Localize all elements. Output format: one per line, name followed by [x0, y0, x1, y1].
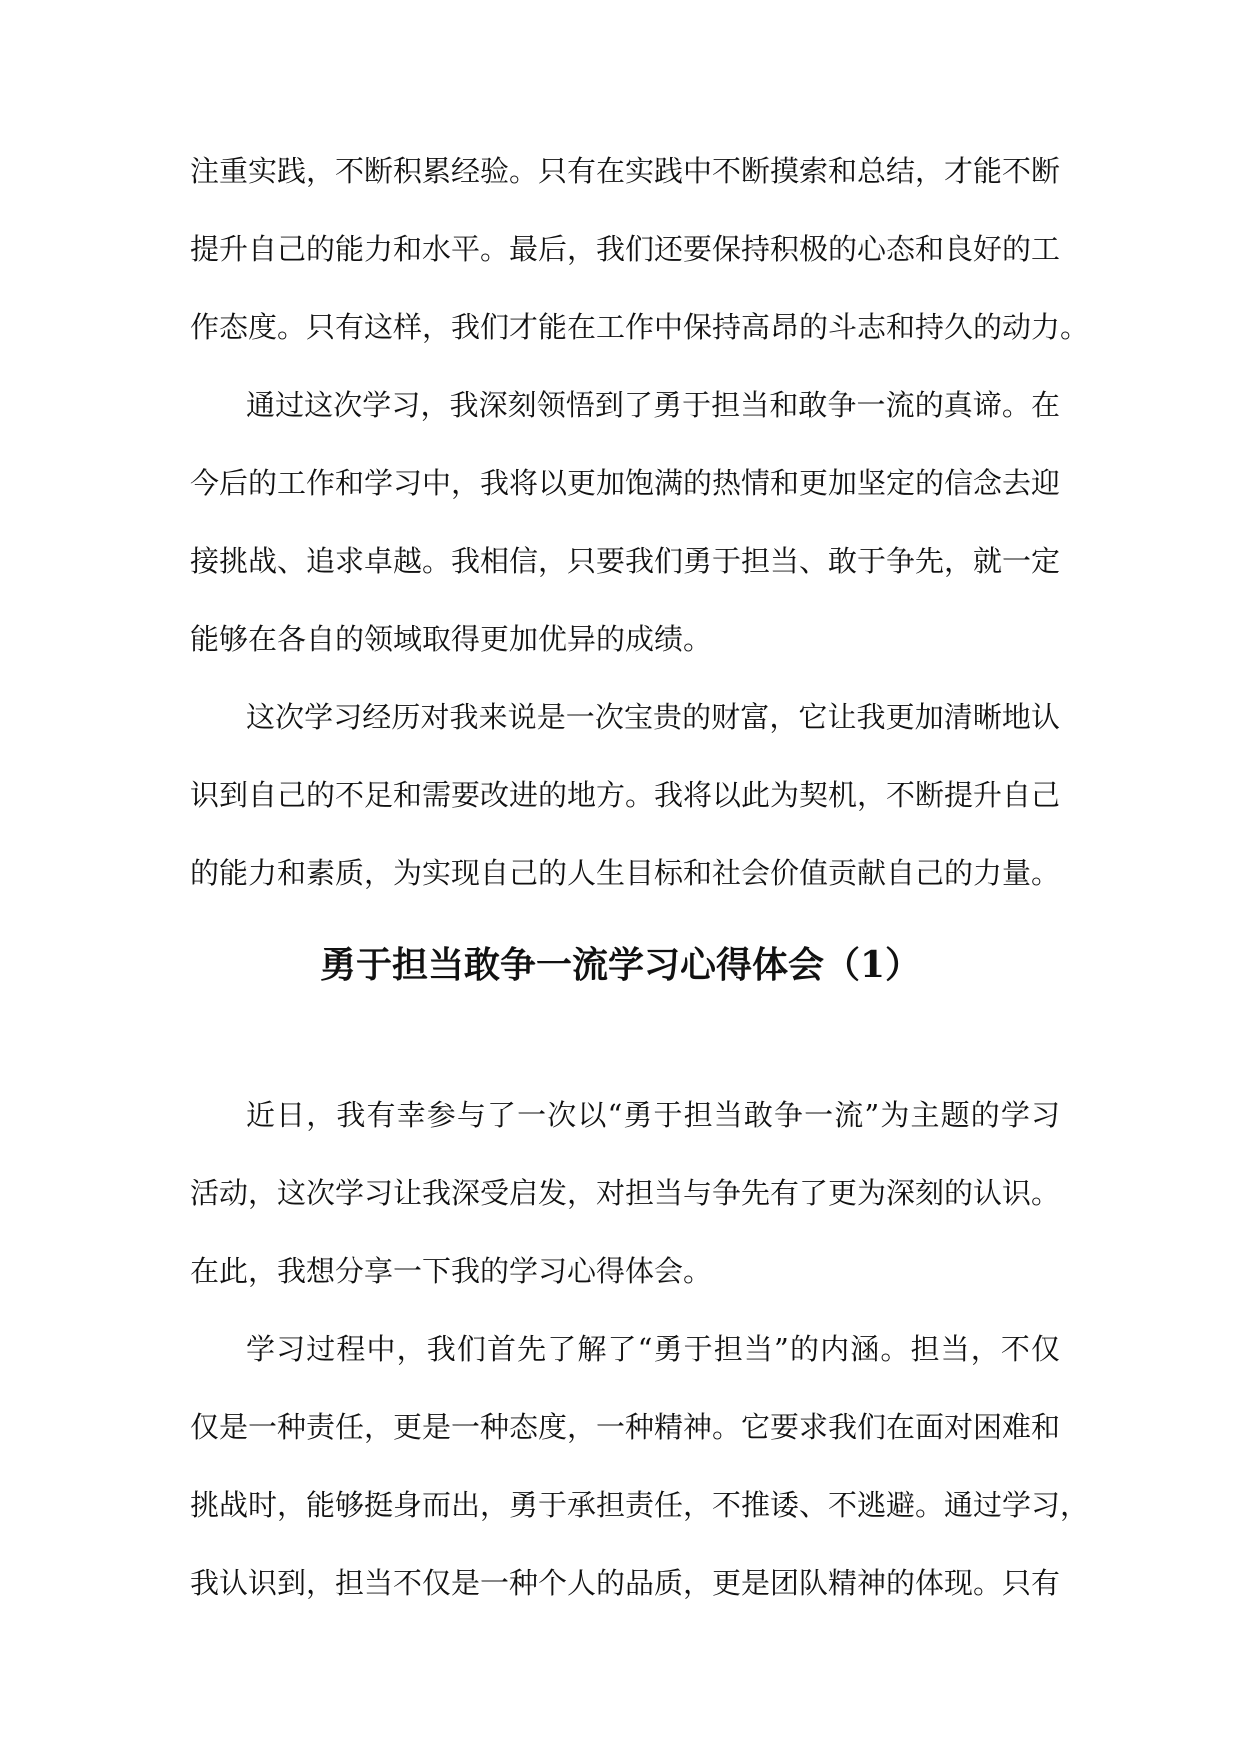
paragraph-line: 仅是一种责任，更是一种态度，一种精神。它要求我们在面对困难和 [190, 1410, 1061, 1444]
paragraph-line: 接挑战、追求卓越。我相信，只要我们勇于担当、敢于争先，就一定 [190, 544, 1061, 578]
paragraph-line: 作态度。只有这样，我们才能在工作中保持高昂的斗志和持久的动力。 [190, 310, 1090, 344]
paragraph-line: 的能力和素质，为实现自己的人生目标和社会价值贡献自己的力量。 [190, 856, 1061, 890]
paragraph-line: 挑战时，能够挺身而出，勇于承担责任，不推诿、不逃避。通过学习， [190, 1488, 1090, 1522]
paragraph-line: 学习过程中，我们首先了解了“勇于担当”的内涵。担当，不仅 [246, 1332, 1060, 1366]
paragraph-line: 能够在各自的领域取得更加优异的成绩。 [190, 622, 713, 656]
paragraph-line: 识到自己的不足和需要改进的地方。我将以此为契机，不断提升自己 [190, 778, 1061, 812]
paragraph-line: 活动，这次学习让我深受启发，对担当与争先有了更为深刻的认识。 [190, 1176, 1061, 1210]
section-heading: 勇于担当敢争一流学习心得体会（1） [319, 944, 922, 986]
paragraph-line: 提升自己的能力和水平。最后，我们还要保持积极的心态和良好的工 [190, 232, 1061, 266]
paragraph-line: 近日，我有幸参与了一次以“勇于担当敢争一流”为主题的学习 [246, 1098, 1060, 1132]
paragraph-line: 注重实践，不断积累经验。只有在实践中不断摸索和总结，才能不断 [190, 154, 1061, 188]
paragraph-line: 通过这次学习，我深刻领悟到了勇于担当和敢争一流的真谛。在 [246, 388, 1060, 422]
paragraph-line: 我认识到，担当不仅是一种个人的品质，更是团队精神的体现。只有 [190, 1566, 1061, 1600]
paragraph-line: 在此，我想分享一下我的学习心得体会。 [190, 1254, 713, 1288]
paragraph-line: 今后的工作和学习中，我将以更加饱满的热情和更加坚定的信念去迎 [190, 466, 1061, 500]
paragraph-line: 这次学习经历对我来说是一次宝贵的财富，它让我更加清晰地认 [246, 700, 1060, 734]
